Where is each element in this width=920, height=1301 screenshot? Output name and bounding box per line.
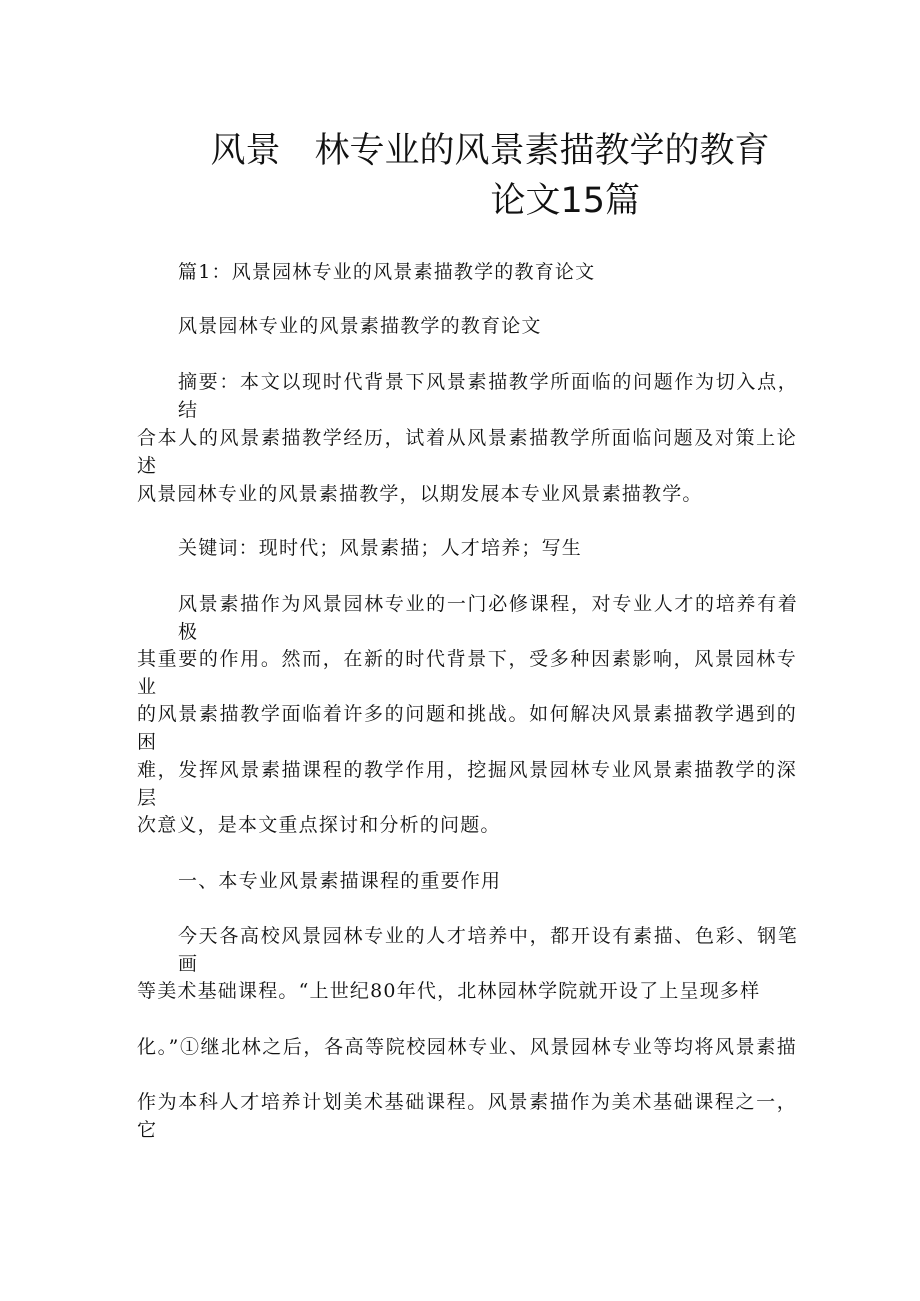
paragraph-2-line-2: 等美术基础课程。“上世纪80年代，北林园林学院就开设了上呈现多样 — [137, 980, 761, 1002]
title-fragment-2: 林专业的风景素描教学的教育 — [314, 131, 770, 171]
section-heading-one: 一、本专业风景素描课程的重要作用 — [178, 870, 502, 892]
title-fragment-1: 风景 — [210, 131, 281, 171]
paragraph-1-line-2: 其重要的作用。然而，在新的时代背景下，受多种因素影响，风景园林专业 — [137, 648, 797, 698]
paragraph-2-line-3: 化。”①继北林之后，各高等院校园林专业、风景园林专业等均将风景素描 — [137, 1036, 797, 1058]
section-heading-1: 篇1：风景园林专业的风景素描教学的教育论文 — [178, 261, 596, 283]
paragraph-1-line-5: 次意义，是本文重点探讨和分析的问题。 — [137, 814, 501, 836]
paragraph-2-line-4: 作为本科人才培养计划美术基础课程。风景素描作为美术基础课程之一，它 — [137, 1091, 797, 1141]
paragraph-1-line-1: 风景素描作为风景园林专业的一门必修课程，对专业人才的培养有着极 — [178, 593, 798, 643]
keywords-line: 关键词：现时代；风景素描；人才培养；写生 — [178, 537, 583, 559]
paragraph-2-line-1: 今天各高校风景园林专业的人才培养中，都开设有素描、色彩、钢笔画 — [178, 925, 798, 975]
paragraph-1-line-4: 难，发挥风景素描课程的教学作用，挖掘风景园林专业风景素描教学的深层 — [137, 759, 797, 809]
abstract-line-1: 摘要：本文以现时代背景下风景素描教学所面临的问题作为切入点，结 — [178, 371, 798, 421]
document-title-line-2: 论文15篇 — [490, 181, 640, 221]
document-title-line-1 — [120, 128, 860, 174]
paper-title-line: 风景园林专业的风景素描教学的教育论文 — [178, 315, 542, 337]
paragraph-1-line-3: 的风景素描教学面临着许多的问题和挑战。如何解决风景素描教学遇到的困 — [137, 703, 797, 753]
abstract-line-2: 合本人的风景素描教学经历，试着从风景素描教学所面临问题及对策上论述 — [137, 427, 797, 477]
abstract-line-3: 风景园林专业的风景素描教学，以期发展本专业风景素描教学。 — [137, 483, 703, 505]
